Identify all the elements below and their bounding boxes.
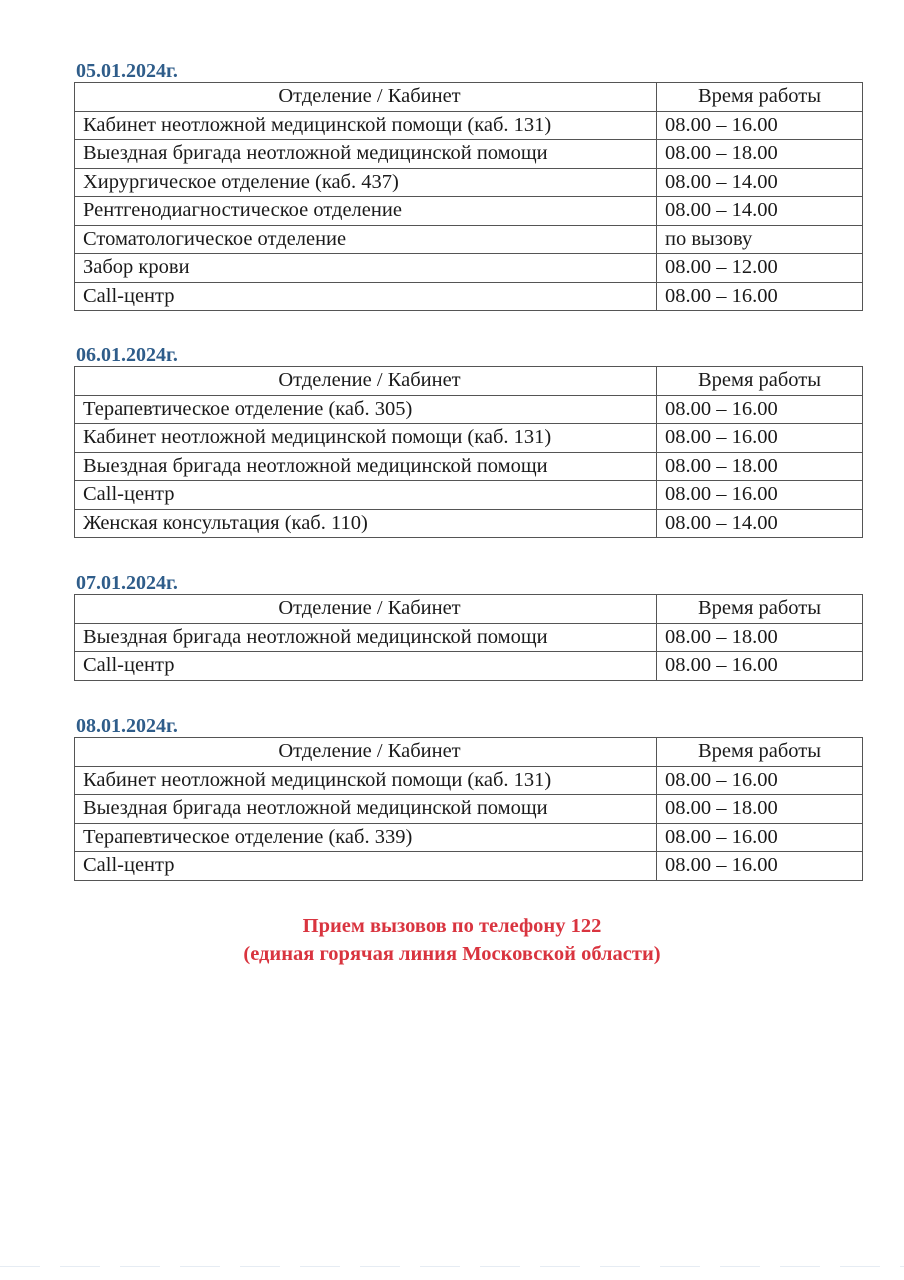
column-header-hours: Время работы [657, 595, 863, 624]
schedule-section-0601 [74, 344, 862, 538]
date-heading: 05.01.2024г. [76, 60, 178, 82]
schedule-table [74, 82, 863, 311]
date-heading: 07.01.2024г. [76, 572, 178, 594]
hotline-line-2: (единая горячая линия Московской области) [243, 943, 661, 965]
schedule-section-0701 [74, 572, 862, 681]
department-cell: Кабинет неотложной медицинской помощи (каб. 131) [75, 766, 657, 795]
column-header-hours: Время работы [657, 83, 863, 112]
hours-cell: 08.00 – 12.00 [657, 254, 863, 283]
column-header-department: Отделение / Кабинет [75, 367, 657, 396]
column-header-department: Отделение / Кабинет [75, 83, 657, 112]
table-row [75, 452, 863, 481]
column-header-hours: Время работы [657, 367, 863, 396]
department-cell: Call-центр [75, 652, 657, 681]
table-row [75, 795, 863, 824]
hours-cell: 08.00 – 14.00 [657, 168, 863, 197]
department-cell: Выездная бригада неотложной медицинской помощи [75, 623, 657, 652]
hours-cell: 08.00 – 16.00 [657, 424, 863, 453]
table-row [75, 652, 863, 681]
table-row [75, 168, 863, 197]
table-row [75, 424, 863, 453]
hours-cell: 08.00 – 16.00 [657, 111, 863, 140]
department-cell: Хирургическое отделение (каб. 437) [75, 168, 657, 197]
table-row [75, 197, 863, 226]
table-header-row [75, 367, 863, 396]
hours-cell: 08.00 – 16.00 [657, 395, 863, 424]
hours-cell: 08.00 – 18.00 [657, 795, 863, 824]
department-cell: Кабинет неотложной медицинской помощи (каб. 131) [75, 424, 657, 453]
department-cell: Терапевтическое отделение (каб. 339) [75, 823, 657, 852]
hotline-line-1: Прием вызовов по телефону 122 [302, 915, 602, 937]
table-row [75, 111, 863, 140]
date-heading: 08.01.2024г. [76, 715, 178, 737]
hours-cell: 08.00 – 16.00 [657, 481, 863, 510]
hours-cell: 08.00 – 18.00 [657, 140, 863, 169]
department-cell: Call-центр [75, 282, 657, 311]
department-cell: Call-центр [75, 852, 657, 881]
hours-cell: 08.00 – 16.00 [657, 282, 863, 311]
hours-cell: 08.00 – 14.00 [657, 197, 863, 226]
schedule-table [74, 737, 863, 881]
department-cell: Выездная бригада неотложной медицинской помощи [75, 795, 657, 824]
department-cell: Выездная бригада неотложной медицинской помощи [75, 452, 657, 481]
department-cell: Забор крови [75, 254, 657, 283]
department-cell: Терапевтическое отделение (каб. 305) [75, 395, 657, 424]
hours-cell: 08.00 – 16.00 [657, 852, 863, 881]
column-header-department: Отделение / Кабинет [75, 595, 657, 624]
table-row [75, 481, 863, 510]
table-row [75, 509, 863, 538]
table-header-row [75, 595, 863, 624]
hours-cell: 08.00 – 18.00 [657, 452, 863, 481]
department-cell: Стоматологическое отделение [75, 225, 657, 254]
table-row [75, 225, 863, 254]
scan-edge-artifact [0, 1266, 904, 1267]
hours-cell: по вызову [657, 225, 863, 254]
date-heading: 06.01.2024г. [76, 344, 178, 366]
hours-cell: 08.00 – 16.00 [657, 766, 863, 795]
hours-cell: 08.00 – 16.00 [657, 823, 863, 852]
table-row [75, 140, 863, 169]
column-header-department: Отделение / Кабинет [75, 738, 657, 767]
table-row [75, 823, 863, 852]
hours-cell: 08.00 – 18.00 [657, 623, 863, 652]
column-header-hours: Время работы [657, 738, 863, 767]
hours-cell: 08.00 – 14.00 [657, 509, 863, 538]
table-row [75, 852, 863, 881]
table-row [75, 254, 863, 283]
schedule-table [74, 366, 863, 538]
department-cell: Кабинет неотложной медицинской помощи (каб. 131) [75, 111, 657, 140]
table-header-row [75, 83, 863, 112]
department-cell: Выездная бригада неотложной медицинской помощи [75, 140, 657, 169]
table-row [75, 395, 863, 424]
hotline-note [0, 912, 904, 968]
table-row [75, 766, 863, 795]
table-row [75, 282, 863, 311]
schedule-section-0801 [74, 715, 862, 881]
department-cell: Женская консультация (каб. 110) [75, 509, 657, 538]
table-row [75, 623, 863, 652]
table-header-row [75, 738, 863, 767]
schedule-section-0501 [74, 60, 862, 311]
department-cell: Рентгенодиагностическое отделение [75, 197, 657, 226]
schedule-table [74, 594, 863, 681]
department-cell: Call-центр [75, 481, 657, 510]
hours-cell: 08.00 – 16.00 [657, 652, 863, 681]
